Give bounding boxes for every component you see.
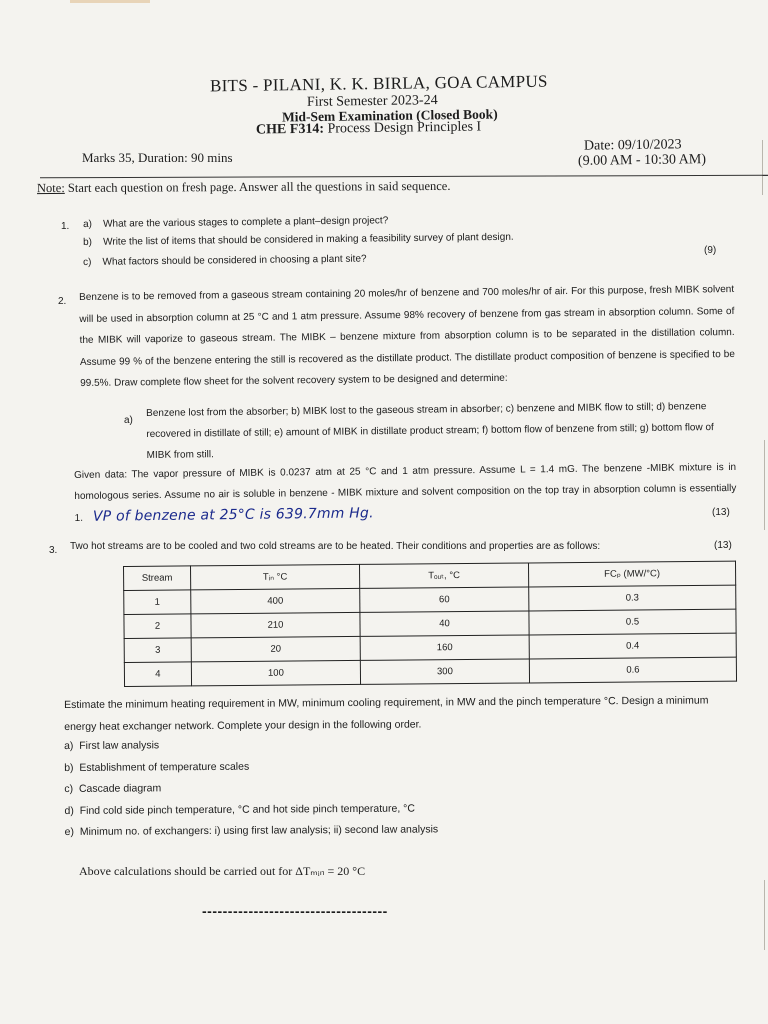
streams-table [123,561,737,687]
list-item [65,823,439,847]
q2-sub-text: Benzene lost from the absorber; b) MIBK lost to the gaseous stream in absorber; c) benzene and MIBK flow to still; d) benzene recovered in distillate of still; e) amount of MIBK in distillate product stream; f) bottom flow of benzene from still; g) bottom flow of MIBK from still. [146,401,714,461]
table-cell: 300 [360,659,529,684]
table-header: Stream [124,566,191,591]
table-cell: 400 [191,588,360,613]
q1-part-label: a) [82,218,93,230]
table-cell: 60 [360,587,529,612]
paper-smudge [70,0,150,3]
table-cell: 0.6 [529,657,736,683]
q1-part-text: What are the various stages to complete a plant–design project? [103,215,389,230]
q3-number: 3. [49,545,58,556]
list-item [64,780,438,804]
list-item-label: d) [64,804,74,817]
table-cell: 20 [191,636,360,661]
course-code: CHE F314: [255,121,325,138]
header-divider [40,175,768,179]
exam-date: Date: 09/10/2023 [583,137,682,154]
table-row [124,657,736,686]
table-cell: 0.5 [529,609,736,635]
list-item-text: First law analysis [79,739,160,752]
table-cell: 40 [360,611,529,636]
table-cell: 0.4 [529,633,736,659]
paper-edge [764,880,765,950]
institution-title: BITS - PILANI, K. K. BIRLA, GOA CAMPUS [209,71,548,96]
list-item [64,737,438,761]
q2-number: 2. [58,296,67,307]
q3-text: Two hot streams are to be cooled and two cold streams are to be heated. Their conditions and properties are as follows: [70,541,601,552]
list-item-label: e) [64,825,75,838]
q3-marks: (13) [714,540,732,551]
table-cell: 160 [360,635,529,660]
list-item-label: b) [64,761,74,774]
q1-part-text: Write the list of items that should be considered in making a feasibility survey of plant design. [103,231,514,248]
table-cell: 210 [191,612,360,637]
semester-label: First Semester 2023-24 [306,93,438,110]
list-item [64,802,438,826]
list-item-label: c) [64,782,74,795]
q2-marks: (13) [712,507,730,518]
paper-edge [764,440,765,530]
note-text: Start each question on fresh page. Answer all the questions in said sequence. [67,178,451,195]
table-cell: 4 [124,662,191,687]
q1-number: 1. [61,221,70,232]
table-cell: 1 [124,590,191,615]
exam-title: Mid-Sem Examination (Closed Book) [281,106,498,125]
paper-edge [762,140,763,195]
handwritten-note: VP of benzene at 25°C is 639.7mm Hg. [92,505,374,525]
list-item-text: Minimum no. of exchangers: i) using first law analysis; ii) second law analysis [79,823,439,838]
q2-given-text: Given data: The vapor pressure of MIBK is 0.0237 atm at 25 °C and 1 atm pressure. Assume L = 1.4 mG. The benzene -MIBK mixture is in homologous series. Assume no air is soluble in benzene - MIBK mixture and solvent composition on the top tray in absorption column is essentially 1. [74,461,737,524]
list-item-label: a) [64,739,74,752]
table-cell: 2 [124,614,191,639]
table-header: FCₚ (MW/°C) [528,561,735,587]
q1-part-label: b) [82,236,93,248]
q1-part-text: What factors should be considered in choosing a plant site? [102,253,367,268]
list-item-text: Find cold side pinch temperature, °C and hot side pinch temperature, °C [79,802,415,817]
q1-part-a [83,216,388,230]
table-header: Tᵢₙ °C [191,564,360,589]
q1-part-c [83,255,367,268]
q3-task: Estimate the minimum heating requirement in MW, minimum cooling requirement, in MW and the pinch temperature °C. Design a minimum energy heat exchanger network. Complete your design in the following order. [64,694,709,733]
table-cell: 0.3 [529,585,736,611]
end-separator: ------------------------------------ [202,903,388,919]
q1-part-b [83,233,514,248]
exam-time: (9.00 AM - 10:30 AM) [577,152,707,169]
table-header: Tₒᵤₜ, °C [359,563,528,588]
q2-text: Benzene is to be removed from a gaseous stream containing 20 moles/hr of benzene and 700 moles/hr of air. For this purpose, fresh MIBK solvent will be used in absorption column at 25 °C and 1 atm pressure. Assume 98% recovery of benzene from gas stream in absorption column. Some of the MIBK will vaporize to gaseous stream. The MIBK – benzene mixture from absorption column is to be separated in the distillation column. Assume 99 % of the benzene entering the still is recovered as the distillate product. The distillate product composition of benzene is specified to be 99.5%. Draw complete flow sheet for the solvent recovery system to be designed and determine: [79,283,735,389]
note [37,179,451,196]
list-item-text: Establishment of temperature scales [79,760,250,774]
table-cell: 100 [191,660,360,685]
course-name: Process Design Principles I [327,119,482,137]
q3-footer: Above calculations should be carried out for ΔTₘᵢₙ = 20 °C [79,864,366,878]
q2-sub-label: a) [124,415,133,426]
list-item [64,759,438,783]
list-item-text: Cascade diagram [78,782,162,795]
note-label: Note: [36,180,65,196]
q3-items [64,737,438,847]
q2-given [74,457,737,529]
q1-marks: (9) [704,245,717,256]
course-line [256,119,481,138]
marks-duration: Marks 35, Duration: 90 mins [82,150,233,165]
table-cell: 3 [124,638,191,663]
q1-part-label: c) [82,256,92,268]
